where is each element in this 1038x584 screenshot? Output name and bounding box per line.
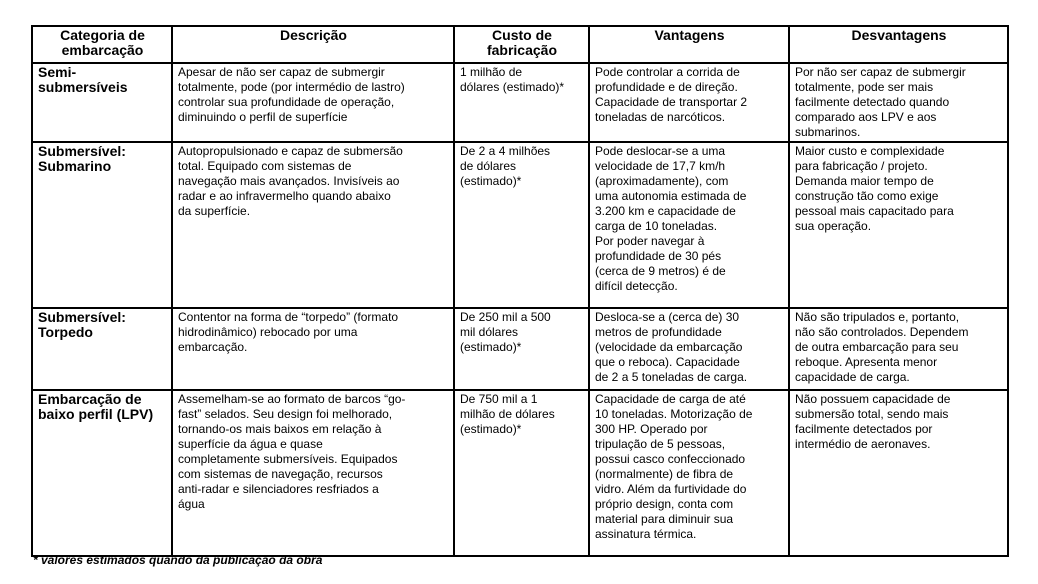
- cell-text-line: 10 toneladas. Motorização de: [595, 407, 753, 421]
- cell-text-line: Assemelham-se ao formato de barcos “go-: [178, 392, 406, 406]
- cell-disadvantages: [789, 63, 1008, 142]
- cell-text-line: reboque. Apresenta menor: [795, 355, 938, 369]
- cell-text-line: milhão de dólares: [460, 407, 555, 421]
- cell-text-line: de dólares: [460, 159, 517, 173]
- cell-cost: [454, 390, 589, 556]
- cell-text-line: difícil detecção.: [595, 279, 678, 293]
- cell-text-line: baixo perfil (LPV): [38, 406, 154, 422]
- cell-text-line: facilmente detectados por: [795, 422, 933, 436]
- cell-text-line: Demanda maior tempo de: [795, 174, 934, 188]
- cell-text-line: submersíveis: [38, 79, 128, 95]
- cell-text-line: carga de 10 toneladas.: [595, 219, 718, 233]
- cell-text-line: água: [178, 497, 205, 511]
- cell-advantages: [589, 308, 789, 390]
- header-disadvantages: Desvantagens: [789, 26, 1008, 63]
- cell-text-line: radar e ao infravermelho quando abaixo: [178, 189, 391, 203]
- header-advantages: Vantagens: [589, 26, 789, 63]
- cell-description: [172, 390, 454, 556]
- cell-cost: [454, 308, 589, 390]
- cell-text-line: controlar sua profundidade de operação,: [178, 95, 395, 109]
- cell-text-line: embarcação.: [178, 340, 248, 354]
- cell-category: [32, 63, 172, 142]
- table-row: [32, 308, 1008, 390]
- cell-text-line: Por não ser capaz de submergir: [795, 65, 966, 79]
- cell-text-line: navegação mais avançados. Invisíveis ao: [178, 174, 400, 188]
- cell-text-line: completamente submersíveis. Equipados: [178, 452, 398, 466]
- cell-text-line: (velocidade da embarcação: [595, 340, 743, 354]
- cell-advantages: [589, 390, 789, 556]
- cell-text-line: 1 milhão de: [460, 65, 523, 79]
- cell-text-line: Apesar de não ser capaz de submergir: [178, 65, 385, 79]
- cell-text-line: Capacidade de carga de até: [595, 392, 746, 406]
- cell-text-line: Não são tripulados e, portanto,: [795, 310, 960, 324]
- cell-text-line: assinatura térmica.: [595, 527, 697, 541]
- table-row: [32, 142, 1008, 308]
- cell-advantages: [589, 142, 789, 308]
- cell-text-line: tornando-os mais baixos em relação à: [178, 422, 382, 436]
- cell-text-line: (aproximadamente), com: [595, 174, 729, 188]
- cell-text-line: De 750 mil a 1: [460, 392, 538, 406]
- cell-text-line: submarinos.: [795, 125, 861, 139]
- cell-disadvantages: [789, 142, 1008, 308]
- cell-text-line: totalmente, pode ser mais: [795, 80, 934, 94]
- cell-text-line: com sistemas de navegação, recursos: [178, 467, 383, 481]
- cell-text-line: de 2 a 5 toneladas de carga.: [595, 370, 748, 384]
- cell-text-line: anti-radar e silenciadores resfriados a: [178, 482, 379, 496]
- cell-text-line: que o reboca). Capacidade: [595, 355, 740, 369]
- cell-text-line: Capacidade de transportar 2: [595, 95, 748, 109]
- cell-text-line: (estimado)*: [460, 422, 522, 436]
- cell-text-line: Torpedo: [38, 324, 93, 340]
- cell-description: [172, 308, 454, 390]
- cell-text-line: submersão total, sendo mais: [795, 407, 949, 421]
- cell-text-line: De 250 mil a 500: [460, 310, 551, 324]
- table-header-row: [32, 26, 1008, 63]
- footnote: * valores estimados quando da publicação da obra: [33, 553, 323, 567]
- cell-text-line: dólares (estimado)*: [460, 80, 565, 94]
- header-cost: Custo de fabricação: [454, 26, 589, 63]
- cell-text-line: material para diminuir sua: [595, 512, 734, 526]
- cell-text-line: 3.200 km e capacidade de: [595, 204, 736, 218]
- cell-text-line: pessoal mais capacitado para: [795, 204, 954, 218]
- cell-text-line: Autopropulsionado e capaz de submersão: [178, 144, 403, 158]
- cell-text-line: De 2 a 4 milhões: [460, 144, 551, 158]
- cell-text-line: Submarino: [38, 158, 112, 174]
- cell-category: [32, 142, 172, 308]
- cell-text-line: toneladas de narcóticos.: [595, 110, 726, 124]
- cell-category: [32, 308, 172, 390]
- cell-text-line: Submersível:: [38, 309, 126, 325]
- cell-text-line: Contentor na forma de “torpedo” (formato: [178, 310, 399, 324]
- cell-text-line: capacidade de carga.: [795, 370, 910, 384]
- header-description: Descrição: [172, 26, 454, 63]
- vessel-comparison-table: [31, 25, 1009, 557]
- cell-text-line: Pode controlar a corrida de: [595, 65, 740, 79]
- cell-text-line: para fabricação / projeto.: [795, 159, 928, 173]
- cell-text-line: total. Equipado com sistemas de: [178, 159, 352, 173]
- cell-text-line: vidro. Além da furtividade do: [595, 482, 747, 496]
- cell-text-line: profundidade de 30 pés: [595, 249, 722, 263]
- cell-text-line: Desloca-se a (cerca de) 30: [595, 310, 740, 324]
- cell-text-line: da superfície.: [178, 204, 251, 218]
- cell-category: [32, 390, 172, 556]
- cell-text-line: Pode deslocar-se a uma: [595, 144, 726, 158]
- cell-text-line: uma autonomia estimada de: [595, 189, 747, 203]
- cell-text-line: próprio design, conta com: [595, 497, 734, 511]
- cell-text-line: Submersível:: [38, 143, 126, 159]
- cell-text-line: velocidade de 17,7 km/h: [595, 159, 726, 173]
- header-category: Categoria de embarcação: [32, 26, 172, 63]
- cell-disadvantages: [789, 308, 1008, 390]
- cell-text-line: 300 HP. Operado por: [595, 422, 708, 436]
- cell-text-line: tripulação de 5 pessoas,: [595, 437, 726, 451]
- cell-text-line: possui casco confeccionado: [595, 452, 746, 466]
- cell-disadvantages: [789, 390, 1008, 556]
- table-row: [32, 63, 1008, 142]
- cell-advantages: [589, 63, 789, 142]
- cell-text-line: mil dólares: [460, 325, 519, 339]
- cell-text-line: Maior custo e complexidade: [795, 144, 945, 158]
- cell-cost: [454, 142, 589, 308]
- cell-text-line: totalmente, pode (por intermédio de lastro): [178, 80, 405, 94]
- cell-text-line: Semi-: [38, 64, 77, 80]
- cell-text-line: comparado aos LPV e aos: [795, 110, 937, 124]
- cell-text-line: (cerca de 9 metros) é de: [595, 264, 726, 278]
- cell-description: [172, 63, 454, 142]
- cell-text-line: diminuindo o perfil de superfície: [178, 110, 348, 124]
- cell-text-line: hidrodinâmico) rebocado por uma: [178, 325, 358, 339]
- cell-text-line: superfície da água e quase: [178, 437, 323, 451]
- cell-text-line: (estimado)*: [460, 174, 522, 188]
- cell-description: [172, 142, 454, 308]
- cell-text-line: Por poder navegar à: [595, 234, 705, 248]
- cell-text-line: intermédio de aeronaves.: [795, 437, 931, 451]
- cell-text-line: Não possuem capacidade de: [795, 392, 951, 406]
- cell-text-line: fast” selados. Seu design foi melhorado,: [178, 407, 393, 421]
- cell-text-line: não são controlados. Dependem: [795, 325, 969, 339]
- cell-text-line: construção tão como exige: [795, 189, 939, 203]
- cell-text-line: facilmente detectado quando: [795, 95, 950, 109]
- cell-cost: [454, 63, 589, 142]
- cell-text-line: de outra embarcação para seu: [795, 340, 959, 354]
- cell-text-line: (normalmente) de fibra de: [595, 467, 734, 481]
- cell-text-line: profundidade e de direção.: [595, 80, 738, 94]
- cell-text-line: (estimado)*: [460, 340, 522, 354]
- cell-text-line: Embarcação de: [38, 391, 142, 407]
- cell-text-line: metros de profundidade: [595, 325, 722, 339]
- table-row: [32, 390, 1008, 556]
- cell-text-line: sua operação.: [795, 219, 872, 233]
